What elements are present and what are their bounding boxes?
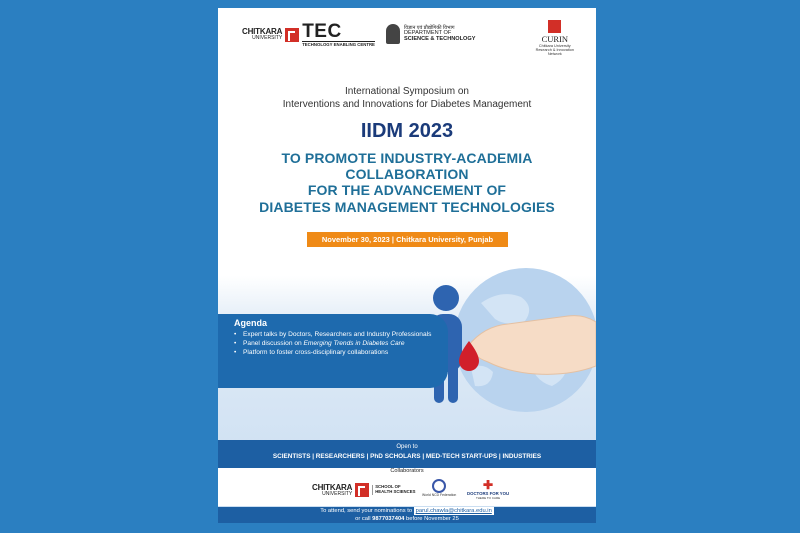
- open-to-audience: SCIENTISTS | RESEARCHERS | PhD SCHOLARS | MED-TECH START-UPS | INDUSTRIES: [272, 453, 542, 460]
- event-headline: [218, 150, 596, 215]
- headline-line1: TO PROMOTE INDUSTRY-ACADEMIA: [281, 150, 533, 166]
- event-title: IIDM 2023: [360, 120, 454, 142]
- curin-line2: Research & Innovation: [535, 47, 574, 52]
- tec-letters: TEC: [302, 21, 342, 42]
- subtitle-line1: International Symposium on: [345, 86, 469, 97]
- curin-name: CURIN: [541, 34, 569, 44]
- shs-line2: HEALTH SCIENCES: [375, 489, 416, 494]
- ncd-name: World NCD Federation: [422, 493, 457, 497]
- dst-wordmark: [404, 26, 475, 43]
- dst-line2: SCIENCE & TECHNOLOGY: [404, 35, 476, 42]
- dfy-name: DOCTORS FOR YOU: [467, 491, 510, 497]
- footer-line1: [218, 507, 596, 515]
- agenda-item-emphasis: Emerging Trends in Diabetes Care: [303, 340, 405, 348]
- tec-caption: TECHNOLOGY ENABLING CENTRE: [302, 42, 375, 47]
- agenda-item: • Expert talks by Doctors, Researchers and Industry Professionals: [234, 330, 440, 339]
- footer-deadline: before November 25: [404, 516, 459, 523]
- headline-line4: DIABETES MANAGEMENT TECHNOLOGIES: [259, 198, 555, 215]
- chitkara-tec-logo: [242, 22, 375, 47]
- dfy-tagline: THERE TO CARE: [475, 495, 501, 500]
- agenda-item-prefix: Panel discussion on: [243, 340, 304, 348]
- curin-logo: [536, 20, 574, 56]
- chitkara-logo-icon: [355, 483, 369, 497]
- doctors-for-you-logo-icon: ✚: [483, 478, 494, 492]
- dst-line1: DEPARTMENT OF: [404, 29, 452, 36]
- phone-number[interactable]: 9877037404: [372, 516, 405, 523]
- world-ncd-logo-icon: [432, 479, 446, 493]
- collaborators-label: Collaborators: [390, 468, 424, 474]
- headline-line2: COLLABORATION: [345, 166, 469, 183]
- doctors-for-you-logo: [467, 479, 509, 500]
- agenda-item: • Platform to foster cross-disciplinary collaborations: [234, 348, 440, 357]
- open-to-bar: [218, 440, 596, 468]
- tec-wordmark: [302, 22, 375, 47]
- open-to-label: Open to: [396, 444, 418, 450]
- agenda-panel: [218, 314, 448, 388]
- subtitle-line2: Interventions and Innovations for Diabetes Management: [282, 99, 532, 110]
- agenda-list: [234, 330, 440, 358]
- footer-call-prefix: or call: [355, 516, 373, 523]
- shs-caption: [372, 485, 415, 494]
- chitkara-logo-icon: [285, 28, 299, 42]
- agenda-item: [234, 339, 440, 348]
- curin-logo-icon: [548, 20, 561, 33]
- chitkara-name: CHITKARA: [242, 27, 283, 37]
- dst-emblem-icon: [386, 24, 400, 44]
- headline-line3: FOR THE ADVANCEMENT OF: [307, 182, 507, 199]
- contact-footer: [218, 507, 596, 523]
- symposium-subtitle: [218, 85, 596, 111]
- date-venue-badge: November 30, 2023 | Chitkara University, Punjab: [307, 232, 508, 247]
- shs-name: CHITKARA: [312, 482, 353, 492]
- chitkara-wordmark: [242, 28, 282, 41]
- email-link[interactable]: parul.chawla@chitkara.edu.in: [415, 508, 492, 514]
- curin-line1: Chitkara University: [538, 43, 571, 48]
- curin-line3: Network: [547, 51, 562, 56]
- dst-logo: [386, 24, 475, 44]
- event-poster: [218, 8, 596, 523]
- dst-hindi: विज्ञान एवं प्रौद्योगिकी विभाग: [404, 24, 455, 31]
- agenda-title: Agenda: [234, 318, 268, 328]
- collaborators-section: [218, 468, 596, 506]
- shs-university: UNIVERSITY: [322, 490, 353, 497]
- chitkara-university: UNIVERSITY: [252, 35, 283, 42]
- shs-line1: SCHOOL OF: [375, 484, 401, 490]
- logo-bar: [218, 16, 596, 64]
- footer-prefix: To attend, send your nominations to: [320, 508, 414, 514]
- world-ncd-logo: [422, 479, 456, 497]
- shs-wordmark: [312, 484, 352, 497]
- footer-line2: [218, 515, 596, 523]
- school-health-sciences-logo: [312, 483, 415, 497]
